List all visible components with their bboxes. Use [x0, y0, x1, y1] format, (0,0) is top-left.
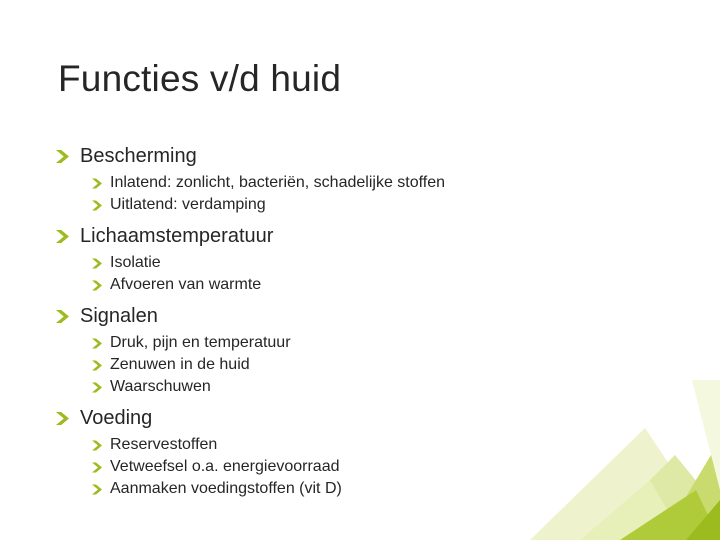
- list-item: [92, 194, 445, 216]
- list-item-label: Vetweefsel o.a. energievoorraad: [110, 458, 340, 475]
- list-item: [92, 274, 445, 296]
- chevron-right-icon: [92, 338, 102, 349]
- list-item-label: Aanmaken voedingstoffen (vit D): [110, 480, 342, 497]
- section-lichaamstemperatuur: [56, 224, 445, 296]
- chevron-right-icon: [56, 230, 69, 243]
- decorative-triangles: [460, 380, 720, 540]
- chevron-right-icon: [56, 310, 69, 323]
- list-item: [92, 434, 445, 456]
- chevron-right-icon: [92, 382, 102, 393]
- section-label: Lichaamstemperatuur: [80, 225, 274, 247]
- section-signalen: [56, 304, 445, 398]
- list-item-label: Waarschuwen: [110, 378, 211, 395]
- chevron-right-icon: [92, 258, 102, 269]
- list-item: [92, 252, 445, 274]
- chevron-right-icon: [56, 412, 69, 425]
- list-item-label: Isolatie: [110, 254, 161, 271]
- list-item-label: Inlatend: zonlicht, bacteriën, schadelijke stoffen: [110, 174, 446, 191]
- section-bescherming: [56, 144, 445, 216]
- chevron-right-icon: [92, 360, 102, 371]
- section-voeding: [56, 406, 445, 500]
- list-item: [92, 478, 445, 500]
- chevron-right-icon: [92, 484, 102, 495]
- chevron-right-icon: [92, 462, 102, 473]
- section-label: Voeding: [80, 407, 153, 429]
- list-item-label: Druk, pijn en temperatuur: [110, 334, 291, 351]
- list-item: [92, 172, 445, 194]
- list-item-label: Reservestoffen: [110, 436, 218, 453]
- list-item: [92, 332, 445, 354]
- chevron-right-icon: [92, 178, 102, 189]
- list-item-label: Zenuwen in de huid: [110, 356, 250, 373]
- section-label: Signalen: [80, 305, 158, 327]
- section-label: Bescherming: [80, 145, 197, 167]
- chevron-right-icon: [92, 440, 102, 451]
- chevron-right-icon: [56, 150, 69, 163]
- slide-title: Functies v/d huid: [58, 58, 342, 99]
- bullet-list: [56, 144, 445, 508]
- list-item-label: Uitlatend: verdamping: [110, 196, 266, 213]
- list-item-label: Afvoeren van warmte: [110, 276, 262, 293]
- list-item: [92, 456, 445, 478]
- list-item: [92, 376, 445, 398]
- chevron-right-icon: [92, 280, 102, 291]
- list-item: [92, 354, 445, 376]
- chevron-right-icon: [92, 200, 102, 211]
